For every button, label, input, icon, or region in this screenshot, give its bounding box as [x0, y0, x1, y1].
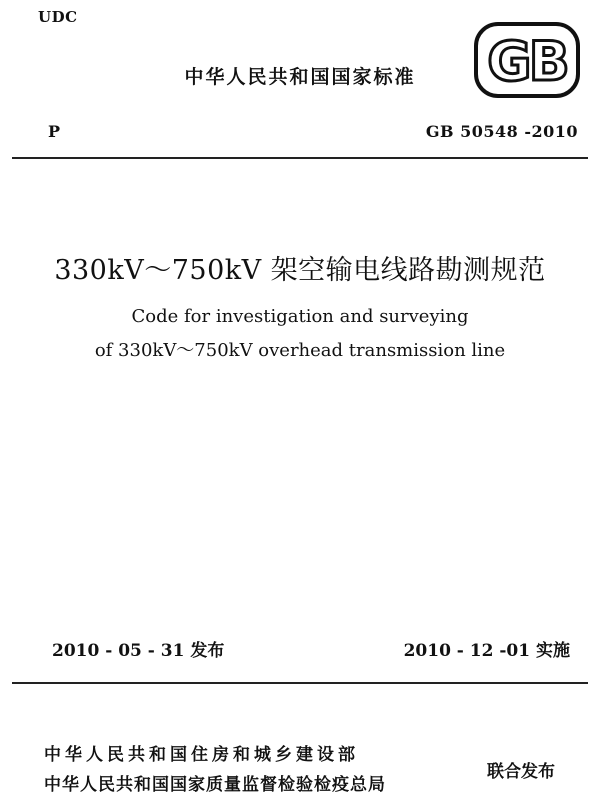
- gb-logo: [474, 22, 580, 98]
- issuer-ministry: 中华人民共和国住房和城乡建设部: [44, 745, 359, 765]
- standard-code: GB 50548 -2010: [425, 122, 578, 141]
- udc-label: UDC: [38, 8, 78, 26]
- title-english-line2: of 330kV～750kV overhead transmission line: [94, 340, 506, 361]
- gb-logo-text: GB: [487, 30, 567, 93]
- issue-date: 2010 - 05 - 31 发布: [52, 641, 225, 661]
- standard-name: 中华人民共和国国家标准: [184, 66, 416, 88]
- classification-code: P: [48, 122, 61, 141]
- title-english-line1: Code for investigation and surveying: [131, 306, 469, 327]
- issuer-aqsiq: 中华人民共和国国家质量监督检验检疫总局: [44, 775, 386, 795]
- bottom-divider: [12, 682, 588, 684]
- top-divider: [12, 157, 588, 159]
- implement-date: 2010 - 12 -01 实施: [403, 641, 570, 661]
- joint-release-label: 联合发布: [487, 762, 555, 782]
- title-chinese: 330kV～750kV 架空输电线路勘测规范: [54, 255, 546, 286]
